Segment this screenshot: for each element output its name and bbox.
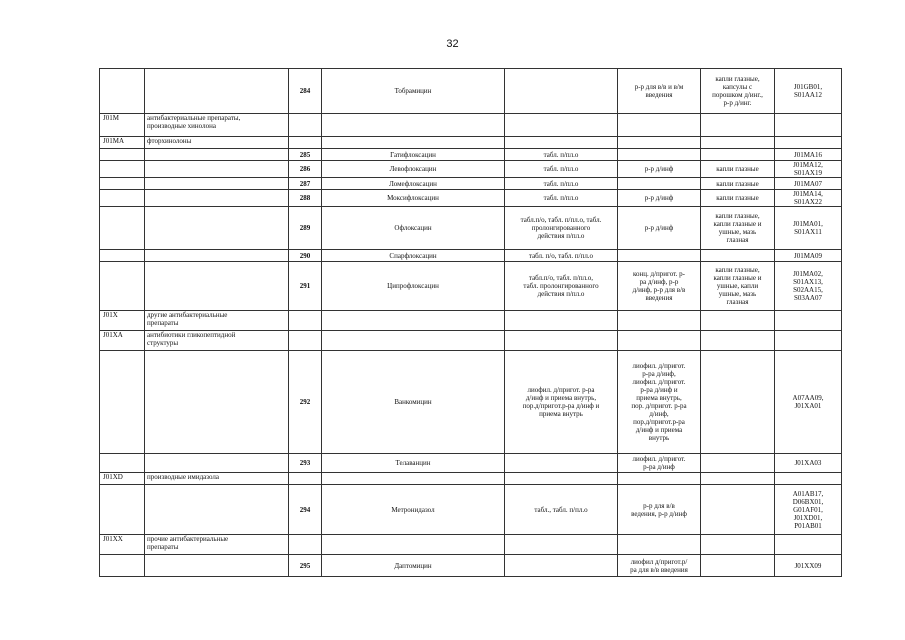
empty-cell [775, 114, 842, 137]
empty-cell [289, 331, 322, 351]
dosage-form-local [701, 250, 775, 262]
dosage-form-injection: р-р д/инф [618, 161, 701, 178]
empty-cell [100, 190, 145, 207]
empty-cell [505, 473, 618, 485]
empty-cell [701, 311, 775, 331]
drug-name: Моксифлоксацин [322, 190, 505, 207]
dosage-form-injection: лиофил. д/пригот. р-ра д/инф, лиофил. д/пригот. р-ра д/инф и приема внутрь, пор. д/пригот. р-ра д/инф, пор.д/пригот.р-ра д/инф и приема внутрь [618, 351, 701, 454]
atc-codes: J01MA07 [775, 178, 842, 190]
drug-number: 292 [289, 351, 322, 454]
empty-cell [775, 473, 842, 485]
dosage-form-local [701, 351, 775, 454]
empty-cell [100, 250, 145, 262]
atc-codes: J01MA02, S01AX13, S02AA15, S03AA07 [775, 262, 842, 311]
dosage-form-oral: табл. п/пл.о [505, 149, 618, 161]
empty-cell [145, 250, 289, 262]
empty-cell [145, 161, 289, 178]
empty-cell [100, 555, 145, 577]
atc-codes: A07AA09, J01XA01 [775, 351, 842, 454]
page-number: 32 [446, 38, 459, 50]
empty-cell [505, 114, 618, 137]
atc-code: J01MA [100, 137, 145, 149]
dosage-form-oral: табл., табл. п/пл.о [505, 485, 618, 535]
drug-name: Метронидазол [322, 485, 505, 535]
drug-row [100, 485, 842, 535]
atc-codes: J01MA12, S01AX19 [775, 161, 842, 178]
atc-group-row [100, 535, 842, 555]
group-name: фторхинолоны [145, 137, 289, 149]
dosage-form-oral: табл.п/о, табл. п/пл.о, табл. пролонгированного действия п/пл.о [505, 207, 618, 250]
dosage-form-oral: лиофил. д/пригот. р-ра д/инф и приема внутрь, пор.д/пригот.р-ра д/инф и приема внутрь [505, 351, 618, 454]
atc-codes: J01MA09 [775, 250, 842, 262]
empty-cell [701, 114, 775, 137]
drug-name: Офлоксацин [322, 207, 505, 250]
empty-cell [505, 311, 618, 331]
drug-row [100, 454, 842, 473]
empty-cell [145, 555, 289, 577]
empty-cell [322, 137, 505, 149]
atc-code: J01X [100, 311, 145, 331]
empty-cell [505, 331, 618, 351]
atc-codes: J01MA16 [775, 149, 842, 161]
drug-row [100, 351, 842, 454]
dosage-form-injection: р-р для в/в ведения, р-р д/инф [618, 485, 701, 535]
atc-code: J01M [100, 114, 145, 137]
dosage-form-local [701, 454, 775, 473]
dosage-form-injection [618, 250, 701, 262]
drug-table [99, 68, 842, 577]
atc-codes: J01MA01, S01AX11 [775, 207, 842, 250]
group-name: прочие антибактериальные препараты [145, 535, 289, 555]
drug-name: Даптомицин [322, 555, 505, 577]
drug-row [100, 250, 842, 262]
empty-cell [100, 454, 145, 473]
dosage-form-local [701, 555, 775, 577]
empty-cell [145, 207, 289, 250]
empty-cell [505, 535, 618, 555]
atc-code: J01XA [100, 331, 145, 351]
empty-cell [289, 137, 322, 149]
dosage-form-oral: табл.п/о, табл. п/пл.о, табл. пролонгированного действия п/пл.о [505, 262, 618, 311]
atc-codes: J01MA14, S01AX22 [775, 190, 842, 207]
empty-cell [145, 454, 289, 473]
drug-row [100, 190, 842, 207]
empty-cell [100, 149, 145, 161]
drug-row [100, 69, 842, 114]
empty-cell [289, 473, 322, 485]
empty-cell [775, 137, 842, 149]
drug-name: Ципрофлоксацин [322, 262, 505, 311]
drug-name: Тобрамицин [322, 69, 505, 114]
drug-number: 285 [289, 149, 322, 161]
empty-cell [289, 535, 322, 555]
drug-number: 294 [289, 485, 322, 535]
empty-cell [100, 207, 145, 250]
empty-cell [145, 262, 289, 311]
empty-cell [775, 311, 842, 331]
dosage-form-injection [618, 149, 701, 161]
empty-cell [145, 178, 289, 190]
atc-codes: J01XX09 [775, 555, 842, 577]
empty-cell [775, 535, 842, 555]
empty-cell [322, 331, 505, 351]
drug-row [100, 178, 842, 190]
dosage-form-local: капли глазные [701, 190, 775, 207]
empty-cell [100, 485, 145, 535]
drug-name: Ванкомицин [322, 351, 505, 454]
empty-cell [289, 114, 322, 137]
drug-number: 287 [289, 178, 322, 190]
empty-cell [145, 351, 289, 454]
drug-number: 288 [289, 190, 322, 207]
dosage-form-local: капли глазные, капсулы с порошком д/инг., р-р д/инг. [701, 69, 775, 114]
drug-row [100, 262, 842, 311]
empty-cell [145, 190, 289, 207]
empty-cell [701, 535, 775, 555]
drug-name: Ломефлоксацин [322, 178, 505, 190]
dosage-form-oral [505, 454, 618, 473]
dosage-form-injection: конц. д/пригот. р- ра д/инф, р-р д/инф, р-р для в/в введения [618, 262, 701, 311]
drug-name: Спарфлоксацин [322, 250, 505, 262]
empty-cell [322, 114, 505, 137]
empty-cell [701, 473, 775, 485]
empty-cell [618, 535, 701, 555]
drug-number: 290 [289, 250, 322, 262]
dosage-form-oral [505, 555, 618, 577]
empty-cell [618, 137, 701, 149]
drug-row [100, 161, 842, 178]
empty-cell [100, 351, 145, 454]
dosage-form-local: капли глазные, капли глазные и ушные, мазь глазная [701, 207, 775, 250]
atc-codes: J01XA03 [775, 454, 842, 473]
empty-cell [322, 473, 505, 485]
drug-row [100, 555, 842, 577]
group-name: антибактериальные препараты, производные хинолона [145, 114, 289, 137]
group-name: другие антибактериальные препараты [145, 311, 289, 331]
dosage-form-local: капли глазные, капли глазные и ушные, капли ушные, мазь глазная [701, 262, 775, 311]
empty-cell [618, 331, 701, 351]
drug-name: Левофлоксацин [322, 161, 505, 178]
empty-cell [145, 485, 289, 535]
dosage-form-oral: табл. п/пл.о [505, 178, 618, 190]
dosage-form-injection: лиофил. д/пригот. р-ра д/инф [618, 454, 701, 473]
dosage-form-oral: табл. п/пл.о [505, 161, 618, 178]
empty-cell [618, 114, 701, 137]
dosage-form-injection: лиофил д/пригот.р/ ра для в/в введения [618, 555, 701, 577]
dosage-form-injection: р-р д/инф [618, 190, 701, 207]
atc-code: J01XD [100, 473, 145, 485]
group-name: производные имидазола [145, 473, 289, 485]
atc-codes: A01AB17, D06BX01, G01AF01, J01XD01, P01AB01 [775, 485, 842, 535]
drug-row [100, 149, 842, 161]
empty-cell [100, 178, 145, 190]
group-name: антибиотики гликопептидной структуры [145, 331, 289, 351]
drug-number: 295 [289, 555, 322, 577]
empty-cell [145, 149, 289, 161]
atc-codes: J01GB01, S01AA12 [775, 69, 842, 114]
drug-number: 284 [289, 69, 322, 114]
drug-number: 286 [289, 161, 322, 178]
empty-cell [289, 311, 322, 331]
atc-code: J01XX [100, 535, 145, 555]
empty-cell [775, 331, 842, 351]
empty-cell [618, 473, 701, 485]
dosage-form-local [701, 485, 775, 535]
dosage-form-injection [618, 178, 701, 190]
drug-row [100, 207, 842, 250]
dosage-form-local: капли глазные [701, 161, 775, 178]
empty-cell [701, 137, 775, 149]
dosage-form-injection: р-р для в/в и в/м введения [618, 69, 701, 114]
dosage-form-oral: табл. п/о, табл. п/пл.о [505, 250, 618, 262]
dosage-form-oral [505, 69, 618, 114]
dosage-form-oral: табл. п/пл.о [505, 190, 618, 207]
drug-name: Телаванцин [322, 454, 505, 473]
dosage-form-local [701, 149, 775, 161]
dosage-form-local: капли глазные [701, 178, 775, 190]
empty-cell [505, 137, 618, 149]
atc-group-row [100, 331, 842, 351]
empty-cell [145, 69, 289, 114]
atc-group-row [100, 473, 842, 485]
drug-name: Гатифлоксацин [322, 149, 505, 161]
drug-number: 291 [289, 262, 322, 311]
drug-number: 293 [289, 454, 322, 473]
atc-group-row [100, 114, 842, 137]
empty-cell [322, 535, 505, 555]
empty-cell [100, 161, 145, 178]
empty-cell [100, 69, 145, 114]
atc-group-row [100, 137, 842, 149]
empty-cell [322, 311, 505, 331]
empty-cell [100, 262, 145, 311]
atc-group-row [100, 311, 842, 331]
empty-cell [701, 331, 775, 351]
dosage-form-injection: р-р д/инф [618, 207, 701, 250]
drug-number: 289 [289, 207, 322, 250]
empty-cell [618, 311, 701, 331]
